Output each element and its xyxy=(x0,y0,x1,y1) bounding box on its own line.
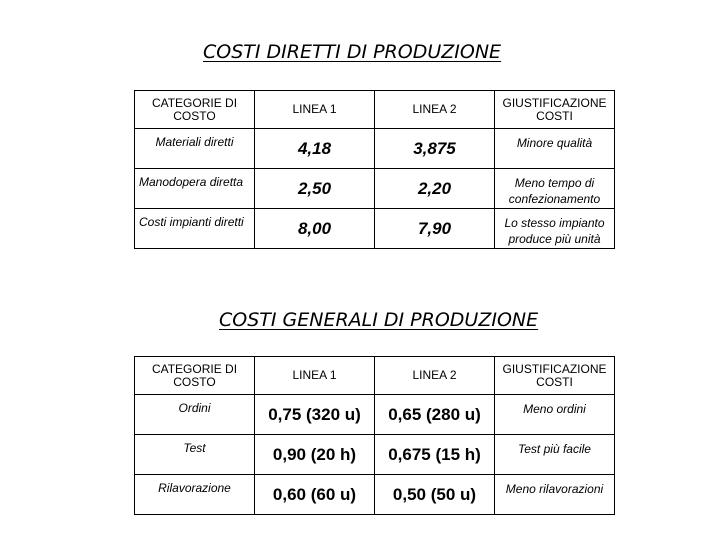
table-costi-diretti xyxy=(134,90,615,249)
row-linea-1: 0,60 (60 u) xyxy=(255,475,375,515)
row-justification: Lo stesso impianto produce più unità xyxy=(495,209,615,249)
row-linea-1: 8,00 xyxy=(255,209,375,249)
header-linea-2: LINEA 2 xyxy=(375,91,495,129)
header-linea-1: LINEA 1 xyxy=(255,91,375,129)
table-row xyxy=(135,209,615,249)
table-row xyxy=(135,129,615,169)
header-linea-1: LINEA 1 xyxy=(255,357,375,395)
table-row xyxy=(135,395,615,435)
row-linea-2: 0,50 (50 u) xyxy=(375,475,495,515)
header-categorie: CATEGORIE DI COSTO xyxy=(135,91,255,129)
table-header-row xyxy=(135,91,615,129)
row-linea-1: 0,90 (20 h) xyxy=(255,435,375,475)
row-category: Costi impianti diretti xyxy=(135,209,255,249)
row-linea-2: 2,20 xyxy=(375,169,495,209)
table-row xyxy=(135,435,615,475)
row-justification: Minore qualità xyxy=(495,129,615,169)
header-categorie: CATEGORIE DI COSTO xyxy=(135,357,255,395)
row-justification: Meno rilavorazioni xyxy=(495,475,615,515)
row-category: Rilavorazione xyxy=(135,475,255,515)
row-justification: Meno tempo di confezionamento xyxy=(495,169,615,209)
section-title-costi-generali: COSTI GENERALI DI PRODUZIONE xyxy=(219,309,539,331)
row-linea-2: 3,875 xyxy=(375,129,495,169)
section-title-costi-diretti: COSTI DIRETTI DI PRODUZIONE xyxy=(203,41,502,63)
row-category: Ordini xyxy=(135,395,255,435)
row-linea-1: 0,75 (320 u) xyxy=(255,395,375,435)
header-giustificazione: GIUSTIFICAZIONE COSTI xyxy=(495,357,615,395)
row-linea-1: 2,50 xyxy=(255,169,375,209)
row-linea-1: 4,18 xyxy=(255,129,375,169)
header-giustificazione: GIUSTIFICAZIONE COSTI xyxy=(495,91,615,129)
row-category: Test xyxy=(135,435,255,475)
table-costi-generali xyxy=(134,356,615,515)
row-linea-2: 7,90 xyxy=(375,209,495,249)
table-header-row xyxy=(135,357,615,395)
row-category: Materiali diretti xyxy=(135,129,255,169)
row-linea-2: 0,675 (15 h) xyxy=(375,435,495,475)
row-category: Manodopera diretta xyxy=(135,169,255,209)
row-linea-2: 0,65 (280 u) xyxy=(375,395,495,435)
table-row xyxy=(135,169,615,209)
row-justification: Test più facile xyxy=(495,435,615,475)
table-row xyxy=(135,475,615,515)
row-justification: Meno ordini xyxy=(495,395,615,435)
header-linea-2: LINEA 2 xyxy=(375,357,495,395)
